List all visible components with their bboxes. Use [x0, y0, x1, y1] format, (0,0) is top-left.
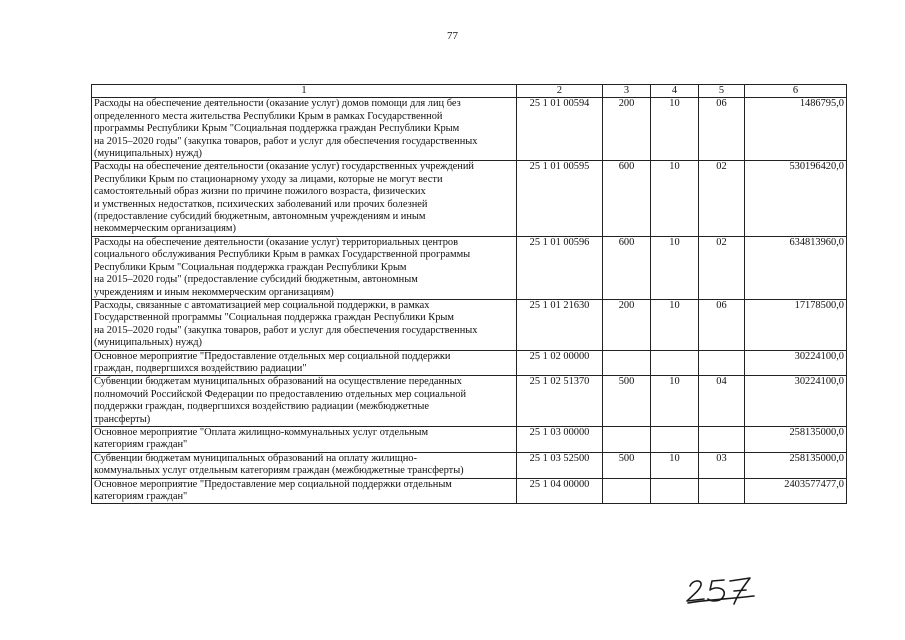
expense-name: Расходы, связанные с автоматизацией мер социальной поддержки, в рамках Государственной программы "Социальная поддержка граждан Республики Крым на 2015–2020 годы" (закупка товаров, работ и услуг для обеспечения государственных (муниципальных) нужд)	[92, 299, 517, 350]
target-code: 25 1 01 00595	[517, 161, 603, 236]
subsection-code	[699, 478, 745, 504]
expense-name: Расходы на обеспечение деятельности (оказание услуг) государственных учреждений Республики Крым по стационарному уходу за лицами, которые не могут вести самостоятельный образ жизни по причине пожилого возраста, физических и умственных недостатков, психических заболеваний или прочих болезней (предоставление субсидий бюджетным, автономным учреждениям и иным некоммерческим организациям)	[92, 161, 517, 236]
amount: 258135000,0	[745, 426, 847, 452]
expense-name: Субвенции бюджетам муниципальных образований на оплату жилищно- коммунальных услуг отдельным категориям граждан (межбюджетные трансферты)	[92, 452, 517, 478]
table-row	[92, 98, 847, 161]
section-code: 10	[651, 161, 699, 236]
amount: 30224100,0	[745, 376, 847, 427]
expense-type-code: 500	[603, 376, 651, 427]
subsection-code	[699, 426, 745, 452]
header-col-1: 1	[92, 85, 517, 98]
subsection-code: 06	[699, 299, 745, 350]
table-row	[92, 452, 847, 478]
expense-type-code: 600	[603, 236, 651, 299]
table-header-row	[92, 85, 847, 98]
amount: 17178500,0	[745, 299, 847, 350]
amount: 530196420,0	[745, 161, 847, 236]
amount: 2403577477,0	[745, 478, 847, 504]
expense-type-code	[603, 478, 651, 504]
header-col-6: 6	[745, 85, 847, 98]
table-row	[92, 161, 847, 236]
subsection-code	[699, 350, 745, 376]
expense-name: Расходы на обеспечение деятельности (оказание услуг) домов помощи для лиц без определенного места жительства Республики Крым в рамках Государственной программы Республики Крым "Социальная поддержка граждан Республики Крым на 2015–2020 годы" (закупка товаров, работ и услуг для обеспечения государственных (муниципальных) нужд)	[92, 98, 517, 161]
header-col-2: 2	[517, 85, 603, 98]
section-code: 10	[651, 299, 699, 350]
subsection-code: 04	[699, 376, 745, 427]
section-code: 10	[651, 236, 699, 299]
section-code: 10	[651, 452, 699, 478]
amount: 30224100,0	[745, 350, 847, 376]
target-code: 25 1 01 00594	[517, 98, 603, 161]
expense-name: Субвенции бюджетам муниципальных образований на осуществление переданных полномочий Российской Федерации по предоставлению отдельных мер социальной поддержки граждан, подвергшихся воздействию радиации (межбюджетные трансферты)	[92, 376, 517, 427]
expense-name: Основное мероприятие "Предоставление отдельных мер социальной поддержки граждан, подвергшихся воздействию радиации"	[92, 350, 517, 376]
amount: 634813960,0	[745, 236, 847, 299]
amount: 1486795,0	[745, 98, 847, 161]
section-code	[651, 350, 699, 376]
expense-type-code: 200	[603, 98, 651, 161]
subsection-code: 03	[699, 452, 745, 478]
table-row	[92, 299, 847, 350]
expense-type-code	[603, 350, 651, 376]
handwritten-page-number	[684, 574, 760, 606]
expense-type-code	[603, 426, 651, 452]
expense-name: Расходы на обеспечение деятельности (оказание услуг) территориальных центров социального обслуживания Республики Крым в рамках Государственной программы Республики Крым "Социальная поддержка граждан Республики Крым на 2015–2020 годы" (предоставление субсидий бюджетным, автономным учреждениям и иным некоммерческим организациям)	[92, 236, 517, 299]
expense-name: Основное мероприятие "Предоставление мер социальной поддержки отдельным категориям граждан"	[92, 478, 517, 504]
section-code	[651, 478, 699, 504]
table-row	[92, 376, 847, 427]
header-col-5: 5	[699, 85, 745, 98]
target-code: 25 1 02 00000	[517, 350, 603, 376]
header-col-3: 3	[603, 85, 651, 98]
section-code	[651, 426, 699, 452]
target-code: 25 1 01 00596	[517, 236, 603, 299]
section-code: 10	[651, 376, 699, 427]
subsection-code: 02	[699, 236, 745, 299]
table-row	[92, 350, 847, 376]
target-code: 25 1 02 51370	[517, 376, 603, 427]
budget-table	[91, 84, 847, 504]
subsection-code: 06	[699, 98, 745, 161]
section-code: 10	[651, 98, 699, 161]
expense-name: Основное мероприятие "Оплата жилищно-коммунальных услуг отдельным категориям граждан"	[92, 426, 517, 452]
target-code: 25 1 03 52500	[517, 452, 603, 478]
subsection-code: 02	[699, 161, 745, 236]
expense-type-code: 200	[603, 299, 651, 350]
amount: 258135000,0	[745, 452, 847, 478]
page-number: 77	[447, 30, 458, 42]
expense-type-code: 600	[603, 161, 651, 236]
table-row	[92, 478, 847, 504]
table-row	[92, 426, 847, 452]
table-row	[92, 236, 847, 299]
header-col-4: 4	[651, 85, 699, 98]
target-code: 25 1 03 00000	[517, 426, 603, 452]
expense-type-code: 500	[603, 452, 651, 478]
target-code: 25 1 01 21630	[517, 299, 603, 350]
target-code: 25 1 04 00000	[517, 478, 603, 504]
